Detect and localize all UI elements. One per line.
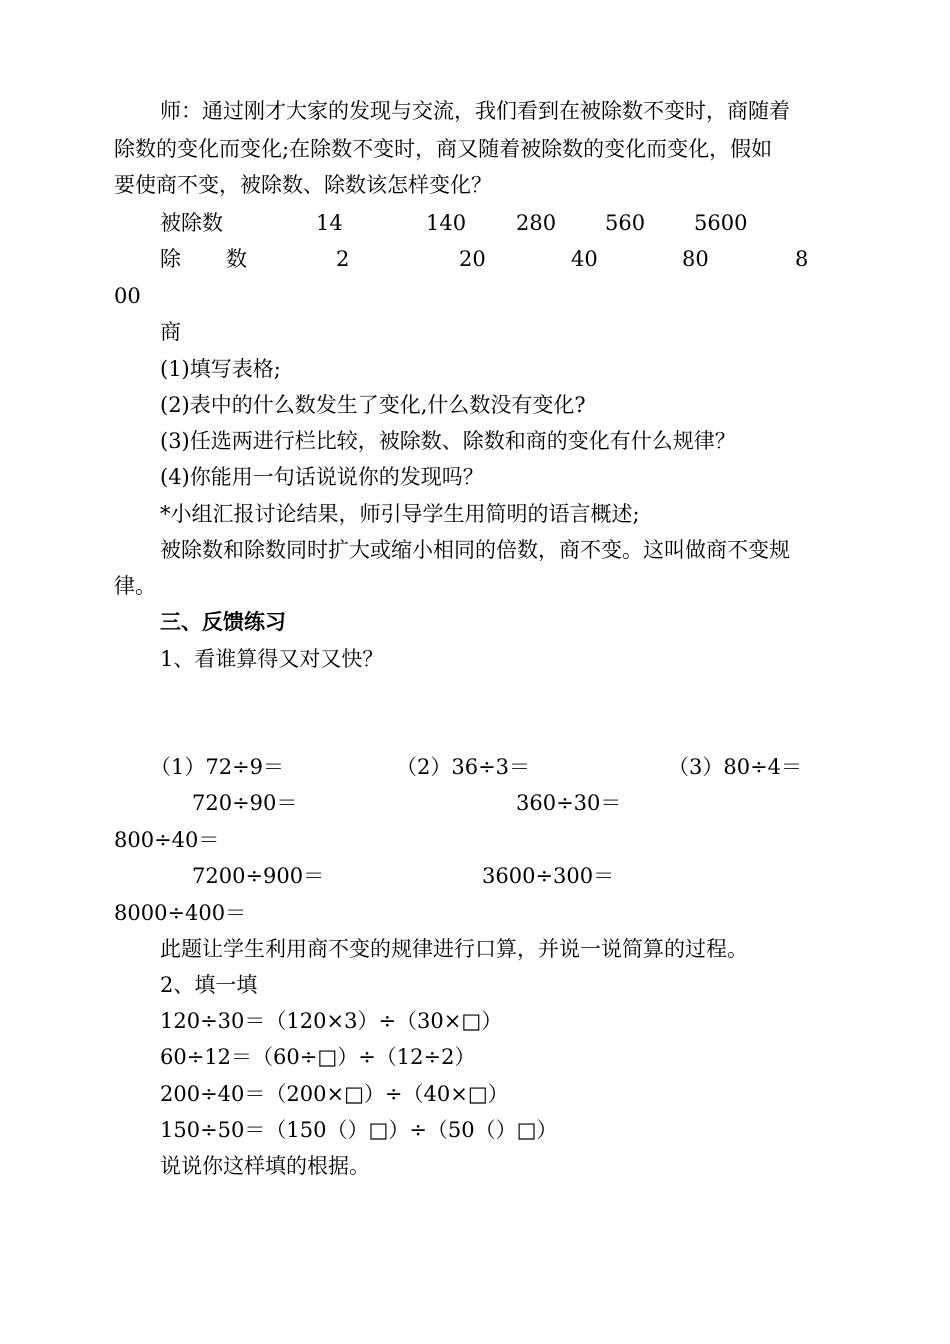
exercise-item: 3600÷300＝ — [482, 864, 615, 888]
table-cell: 8 — [795, 247, 809, 271]
fill-in-item: 120÷30＝（120×3）÷（30×□） — [160, 1009, 503, 1033]
table-cell: 14 — [316, 211, 343, 235]
paragraph-line: 要使商不变，被除数、除数该怎样变化？ — [114, 173, 492, 197]
exercise-title: 1、看谁算得又对又快？ — [160, 647, 384, 671]
summary-report: *小组汇报讨论结果，师引导学生用简明的语言概述; — [160, 502, 640, 526]
exercise-item: （2）36÷3＝ — [396, 755, 531, 779]
summary-rule: 被除数和除数同时扩大或缩小相同的倍数，商不变。这叫做商不变规 — [160, 538, 790, 562]
table-label-quotient: 商 — [160, 320, 181, 344]
fill-in-item: 60÷12＝（60÷□）÷（12÷2） — [160, 1045, 476, 1069]
table-cell: 140 — [426, 211, 467, 235]
table-cell: 5600 — [694, 211, 748, 235]
exercise-item: （3）80÷4＝ — [668, 755, 803, 779]
summary-rule: 律。 — [114, 574, 156, 598]
exercise-item: （1）72÷9＝ — [150, 755, 285, 779]
paragraph-line: 除数的变化而变化;在除数不变时，商又随着被除数的变化而变化，假如 — [114, 137, 773, 161]
table-label-divisor: 除 — [160, 247, 181, 271]
table-cell: 20 — [459, 247, 486, 271]
question-item: (2)表中的什么数发生了变化,什么数没有变化? — [160, 393, 586, 417]
table-cell: 280 — [516, 211, 557, 235]
fill-in-item: 150÷50＝（150（）□）÷（50（）□） — [160, 1118, 558, 1142]
exercise-item: 800÷40＝ — [114, 828, 220, 852]
question-item: (1)填写表格; — [160, 357, 281, 381]
question-item: (4)你能用一句话说说你的发现吗？ — [160, 465, 484, 489]
table-cell: 40 — [571, 247, 598, 271]
exercise-title: 2、填一填 — [160, 973, 258, 997]
table-label-divisor: 数 — [226, 247, 247, 271]
table-cell: 2 — [336, 247, 350, 271]
exercise-note: 此题让学生利用商不变的规律进行口算，并说一说简算的过程。 — [160, 937, 748, 961]
exercise-item: 8000÷400＝ — [114, 901, 247, 925]
table-cell: 80 — [682, 247, 709, 271]
section-heading: 三、反馈练习 — [160, 610, 286, 634]
table-label-dividend: 被除数 — [160, 211, 223, 235]
exercise-note: 说说你这样填的根据。 — [160, 1154, 370, 1178]
fill-in-item: 200÷40＝（200×□）÷（40×□） — [160, 1082, 509, 1106]
paragraph-line: 师：通过刚才大家的发现与交流，我们看到在被除数不变时，商随着 — [160, 99, 790, 123]
exercise-item: 360÷30＝ — [516, 791, 622, 815]
table-cell: 560 — [605, 211, 646, 235]
table-cell-wrap: 00 — [114, 284, 141, 308]
exercise-item: 7200÷900＝ — [192, 864, 325, 888]
exercise-item: 720÷90＝ — [192, 791, 298, 815]
question-item: (3)任选两进行栏比较，被除数、除数和商的变化有什么规律？ — [160, 429, 736, 453]
